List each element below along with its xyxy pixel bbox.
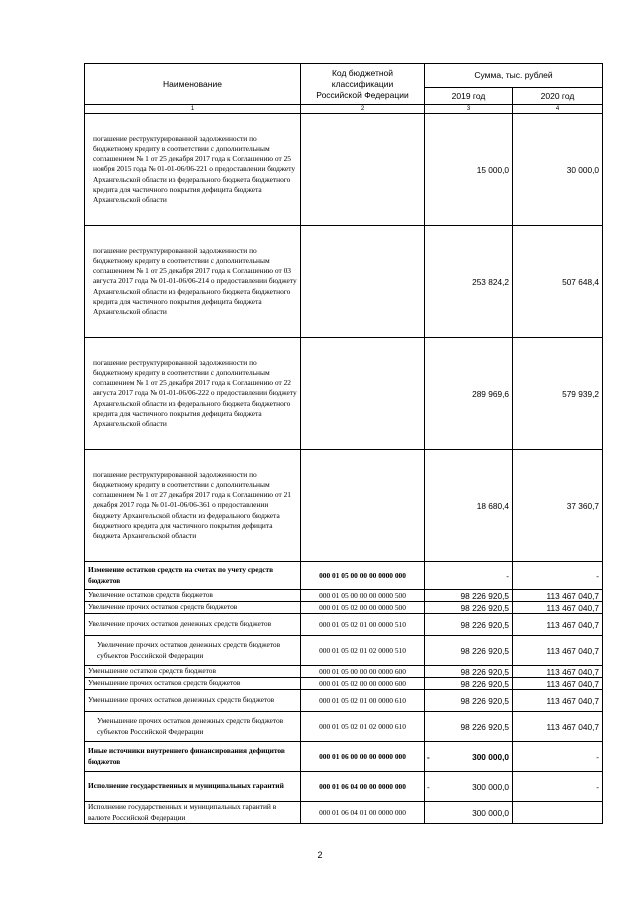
row-name: Увеличение прочих остатков денежных средств бюджетов: [85, 614, 301, 636]
table-row: [85, 802, 603, 824]
row-value-2020: -: [513, 742, 603, 772]
row-name: Уменьшение остатков средств бюджетов: [85, 666, 301, 678]
row-value-2019: 98 226 920,5: [425, 602, 513, 614]
table-row: [85, 742, 603, 772]
row-code: 000 01 05 02 01 02 0000 510: [301, 636, 425, 666]
row-value-2019: 98 226 920,5: [425, 690, 513, 712]
table-row: [85, 226, 603, 338]
row-name: Изменение остатков средств на счетах по учету средств бюджетов: [85, 562, 301, 590]
row-value-2020: 37 360,7: [513, 450, 603, 562]
row-name: Уменьшение прочих остатков средств бюджетов: [85, 678, 301, 690]
budget-sources-table: [84, 63, 603, 824]
row-name: Исполнение государственных и муниципальных гарантий в валюте Российской Федерации: [85, 802, 301, 824]
row-name: погашение реструктурированной задолженности по бюджетному кредиту в соответствии с дополнительным соглашением № 1 от 25 декабря 2017 года к Соглашению от 22 августа 2017 года № 01-01-06/06-222 о предоставлении бюджету Архангельской области из федерального бюджета бюджетного кредита для частичного покрытия дефицита бюджета Архангельской области: [85, 338, 301, 450]
row-value-2019-lead: -: [427, 751, 430, 762]
row-code: 000 01 06 04 01 00 0000 000: [301, 802, 425, 824]
header-row: [85, 64, 603, 88]
row-name: погашение реструктурированной задолженности по бюджетному кредиту в соответствии с дополнительным соглашением № 1 от 27 декабря 2017 года к Соглашению от 21 декабря 2017 года № 01-01-06/06-361 о предоставлении бюджету Архангельской области из федерального бюджета бюджетного кредита для частичного покрытия дефицита бюджета Архангельской области: [85, 450, 301, 562]
row-code: [301, 338, 425, 450]
table-row: [85, 636, 603, 666]
header-code: Код бюджетной классификации Российской Федерации: [301, 64, 425, 105]
table-row: [85, 338, 603, 450]
row-value-2019: 18 680,4: [425, 450, 513, 562]
row-code: 000 01 05 00 00 00 0000 000: [301, 562, 425, 590]
row-code: 000 01 05 00 00 00 0000 600: [301, 666, 425, 678]
table-row: [85, 712, 603, 742]
row-code: 000 01 05 02 00 00 0000 600: [301, 678, 425, 690]
row-value-2019: [425, 772, 513, 802]
row-value-2020: 113 467 040,7: [513, 712, 603, 742]
row-value-2019-amount: 300 000,0: [472, 781, 509, 792]
row-value-2019: 98 226 920,5: [425, 712, 513, 742]
row-value-2019: 98 226 920,5: [425, 678, 513, 690]
row-value-2020: 113 467 040,7: [513, 602, 603, 614]
table-row: [85, 590, 603, 602]
table-row: [85, 114, 603, 226]
row-code: [301, 226, 425, 338]
row-code: 000 01 06 00 00 00 0000 000: [301, 742, 425, 772]
row-value-2019: 98 226 920,5: [425, 590, 513, 602]
row-value-2020: 113 467 040,7: [513, 678, 603, 690]
header-year-2020: 2020 год: [513, 88, 603, 105]
table-row: [85, 690, 603, 712]
column-number: 2: [301, 105, 425, 114]
row-value-2020: [513, 802, 603, 824]
row-value-2020: 507 648,4: [513, 226, 603, 338]
row-code: 000 01 05 00 00 00 0000 500: [301, 590, 425, 602]
table-row: [85, 450, 603, 562]
row-code: 000 01 05 02 01 02 0000 610: [301, 712, 425, 742]
row-value-2019: 253 824,2: [425, 226, 513, 338]
row-value-2020: 579 939,2: [513, 338, 603, 450]
table-row: [85, 772, 603, 802]
table-row: [85, 666, 603, 678]
row-name: Уменьшение прочих остатков денежных средств бюджетов субъектов Российской Федерации: [85, 712, 301, 742]
header-name: Наименование: [85, 64, 301, 105]
row-value-2020: 113 467 040,7: [513, 690, 603, 712]
row-value-2020: -: [513, 562, 603, 590]
row-value-2019: 289 969,6: [425, 338, 513, 450]
row-name: Увеличение остатков средств бюджетов: [85, 590, 301, 602]
header-sum: Сумма, тыс. рублей: [425, 64, 603, 88]
row-value-2019: 300 000,0: [425, 802, 513, 824]
row-code: 000 01 05 02 00 00 0000 500: [301, 602, 425, 614]
row-value-2020: 113 467 040,7: [513, 590, 603, 602]
table-row: [85, 614, 603, 636]
column-number: 1: [85, 105, 301, 114]
row-value-2020: 113 467 040,7: [513, 636, 603, 666]
column-numbers-row: [85, 105, 603, 114]
row-value-2019-lead: -: [427, 781, 430, 792]
row-code: 000 01 06 04 00 00 0000 000: [301, 772, 425, 802]
row-value-2019: 98 226 920,5: [425, 614, 513, 636]
row-value-2019-amount: 300 000,0: [472, 751, 509, 762]
row-name: Увеличение прочих остатков средств бюджетов: [85, 602, 301, 614]
row-name: Исполнение государственных и муниципальных гарантий: [85, 772, 301, 802]
table-row: [85, 678, 603, 690]
row-name: погашение реструктурированной задолженности по бюджетному кредиту в соответствии с дополнительным соглашением № 1 от 25 декабря 2017 года к Соглашению от 25 ноября 2015 года № 01-01-06/06-221 о предоставлении бюджету Архангельской области из федерального бюджета бюджетного кредита для частичного покрытия дефицита бюджета Архангельской области: [85, 114, 301, 226]
column-number: 3: [425, 105, 513, 114]
table-row: [85, 602, 603, 614]
row-value-2019: 98 226 920,5: [425, 636, 513, 666]
row-code: 000 01 05 02 01 00 0000 610: [301, 690, 425, 712]
row-code: [301, 450, 425, 562]
header-year-2019: 2019 год: [425, 88, 513, 105]
page-number: 2: [317, 850, 323, 860]
table-row: [85, 562, 603, 590]
row-value-2020: 113 467 040,7: [513, 666, 603, 678]
column-number: 4: [513, 105, 603, 114]
row-name: Увеличение прочих остатков денежных средств бюджетов субъектов Российской Федерации: [85, 636, 301, 666]
row-code: [301, 114, 425, 226]
row-value-2020: -: [513, 772, 603, 802]
row-name: Уменьшение прочих остатков денежных средств бюджетов: [85, 690, 301, 712]
row-name: погашение реструктурированной задолженности по бюджетному кредиту в соответствии с дополнительным соглашением № 1 от 25 декабря 2017 года к Соглашению от 03 августа 2017 года № 01-01-06/06-214 о предоставлении бюджету Архангельской области из федерального бюджета бюджетного кредита для частичного покрытия дефицита бюджета Архангельской области: [85, 226, 301, 338]
row-name: Иные источники внутреннего финансирования дефицитов бюджетов: [85, 742, 301, 772]
row-value-2019: 98 226 920,5: [425, 666, 513, 678]
row-value-2020: 113 467 040,7: [513, 614, 603, 636]
row-code: 000 01 05 02 01 00 0000 510: [301, 614, 425, 636]
row-value-2020: 30 000,0: [513, 114, 603, 226]
row-value-2019: -: [425, 562, 513, 590]
row-value-2019: [425, 742, 513, 772]
row-value-2019: 15 000,0: [425, 114, 513, 226]
